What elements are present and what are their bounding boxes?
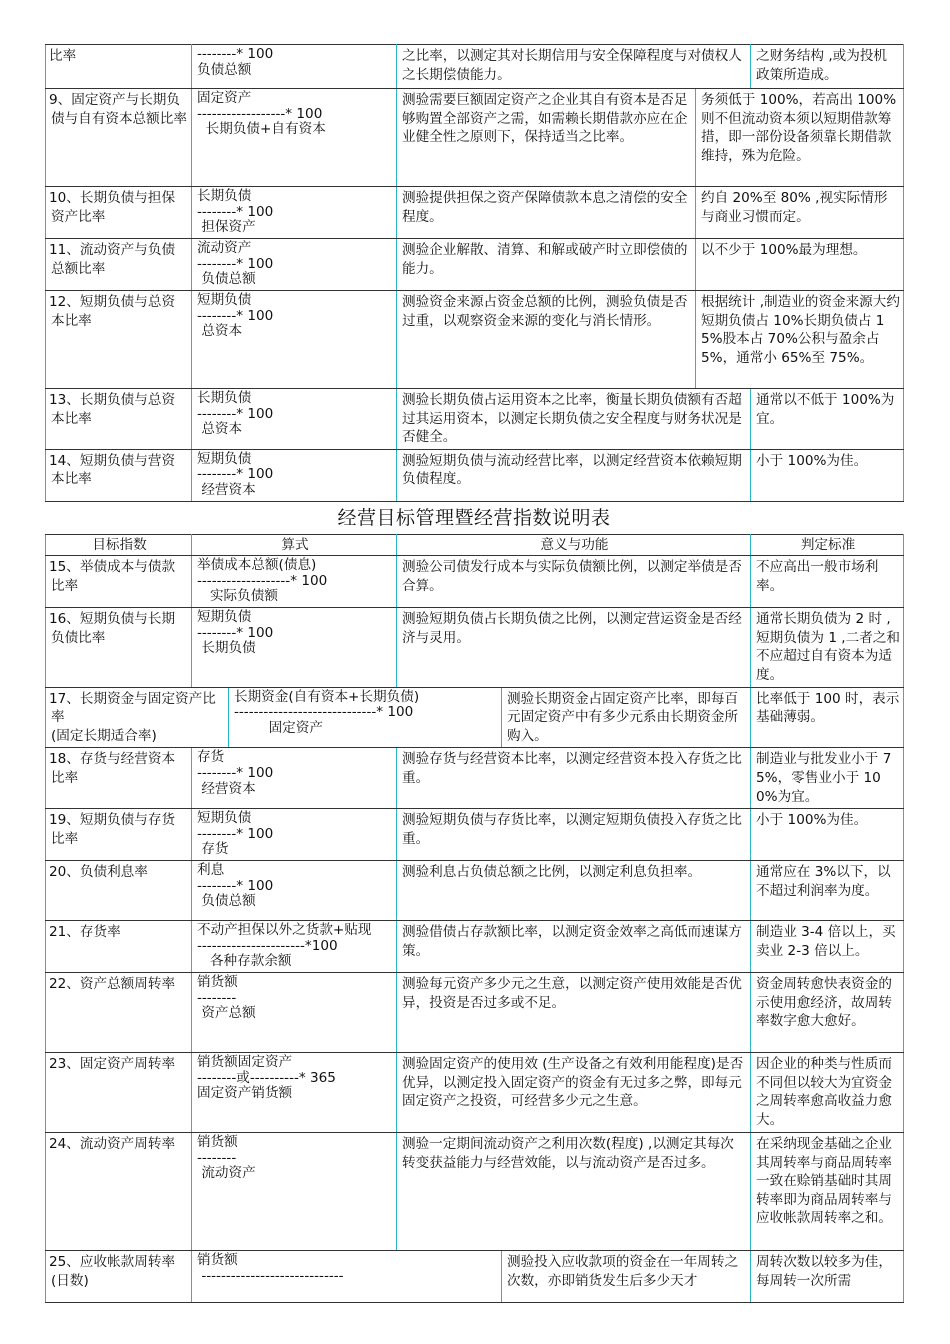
meaning-cell — [397, 45, 751, 89]
table-header-row — [46, 534, 904, 556]
meaning-cell — [397, 748, 751, 809]
standard-text: 资金周转愈快表资金的示使用愈经济，故周转率数字愈大愈好。 — [756, 976, 892, 1030]
meaning-cell — [397, 89, 696, 187]
indicator-name-cell — [46, 1251, 192, 1303]
standard-text: 通常应在 3%以下，以不超过利润率为度。 — [756, 864, 891, 899]
formula-text: 短期负债 --------* 100 存货 — [197, 810, 274, 858]
standard-text: 在采纳现金基础之企业其周转率与商品周转率一致在赊销基础时其周转率即为商品周转率与应收帐款周转率之和。 — [756, 1136, 892, 1227]
indicator-name-cell — [46, 556, 192, 608]
indicator-name-cell — [46, 187, 192, 239]
standard-cell — [696, 239, 904, 291]
meaning-text: 测验借债占存款额比率，以测定资金效率之高低而速谋方策。 — [402, 924, 742, 959]
formula-text: 流动资产 --------* 100 负债总额 — [197, 240, 274, 288]
meaning-text: 测验短期负债占长期负债之比例，以测定营运资金是否经济与灵用。 — [402, 611, 742, 646]
formula-text: 销货额 -------- 资产总额 — [197, 974, 256, 1022]
standard-text: 周转次数以较多为佳，每周转一次所需 — [756, 1254, 892, 1289]
standard-cell — [751, 1053, 904, 1133]
meaning-text: 测验利息占负债总额之比例，以测定利息负担率。 — [402, 864, 702, 881]
meaning-cell — [397, 608, 751, 687]
name-text: 22、资产总额周转率 — [49, 976, 176, 993]
indicator-name-cell — [46, 809, 192, 861]
meaning-text: 测验企业解散、清算、和解或破产时立即偿债的能力。 — [402, 242, 688, 277]
name-text: 10、长期负债与担保资产比率 — [49, 190, 176, 225]
standard-cell — [696, 89, 904, 187]
table-row — [46, 239, 904, 291]
table-row — [46, 973, 904, 1053]
formula-cell — [192, 1053, 397, 1133]
name-text: 19、短期负债与存货比率 — [49, 812, 176, 847]
name-text: 23、固定资产周转率 — [49, 1056, 176, 1073]
table-row — [46, 291, 904, 389]
indicator-name-cell — [46, 861, 192, 921]
standard-text: 约自 20%至 80% ,视实际情形与商业习惯而定。 — [701, 190, 888, 225]
name-text: 20、负债利息率 — [49, 864, 148, 881]
indicator-name-cell — [46, 1133, 192, 1251]
name-text: 15、举债成本与债款比率 — [49, 559, 176, 594]
meaning-text: 测验长期负债占运用资本之比率，衡量长期负债额有否超过其运用资本，以测定长期负债之安全程度与财务状况是否健全。 — [402, 392, 742, 446]
standard-cell — [751, 809, 904, 861]
table-row — [46, 187, 904, 239]
document-page — [45, 44, 903, 1303]
meaning-text: 之比率，以测定其对长期信用与安全保障程度与对债权人之长期偿债能力。 — [402, 48, 742, 83]
meaning-text: 测验公司债发行成本与实际负债额比例，以测定举债是否合算。 — [402, 559, 742, 594]
formula-text: 销货额固定资产 --------或----------* 365 固定资产销货额 — [197, 1054, 336, 1102]
standard-cell — [751, 921, 904, 973]
meaning-cell — [397, 1133, 751, 1251]
meaning-text: 测验需要巨额固定资产之企业其自有资本是否足够购置全部资产之需，如需赖长期借款亦应在企业健全性之原则下，保持适当之比率。 — [402, 92, 688, 146]
formula-cell — [192, 45, 397, 89]
name-text: 21、存货率 — [49, 924, 121, 941]
meaning-cell — [397, 389, 751, 450]
formula-text: 不动产担保以外之货款+贴现 ----------------------*100 各种存款余额 — [197, 922, 372, 970]
indicator-name-cell — [46, 608, 192, 687]
standard-cell — [751, 449, 904, 501]
standard-cell — [751, 861, 904, 921]
meaning-text: 测验提供担保之资产保障债款本息之清偿的安全程度。 — [402, 190, 688, 225]
formula-cell — [229, 687, 502, 748]
standard-text: 通常长期负债为 2 时 ,短期负债为 1 ,二者之和不应超过自有资本为适度。 — [756, 611, 900, 683]
standard-cell — [751, 1133, 904, 1251]
formula-text: 短期负债 --------* 100 总资本 — [197, 292, 274, 340]
formula-text: 固定资产 ------------------* 100 长期负债+自有资本 — [197, 90, 326, 138]
standard-cell — [751, 1251, 904, 1303]
meaning-text: 测验资金来源占资金总额的比例，测验负债是否过重，以观察资金来源的变化与消长情形。 — [402, 294, 688, 329]
indicator-name-cell — [46, 291, 192, 389]
table-row — [46, 608, 904, 687]
table-row — [46, 1251, 904, 1303]
formula-text: --------* 100 负债总额 — [197, 46, 274, 78]
name-text: 16、短期负债与长期负债比率 — [49, 611, 176, 646]
name-text: 9、固定资产与长期负债与自有资本总额比率 — [49, 92, 187, 127]
indicator-table-top — [45, 44, 904, 502]
name-text: 13、长期负债与总资本比率 — [49, 392, 176, 427]
name-text: 12、短期负债与总资本比率 — [49, 294, 176, 329]
formula-cell — [192, 809, 397, 861]
table-row — [46, 921, 904, 973]
formula-cell — [192, 608, 397, 687]
table-row — [46, 861, 904, 921]
standard-text: 以不少于 100%最为理想。 — [701, 242, 867, 258]
table-row — [46, 748, 904, 809]
name-text: 比率 — [49, 48, 77, 64]
meaning-cell — [397, 973, 751, 1053]
standard-text: 之财务结构 ,或为投机政策所造成。 — [756, 48, 888, 83]
standard-cell — [751, 556, 904, 608]
formula-text: 短期负债 --------* 100 经营资本 — [197, 450, 274, 498]
indicator-name-cell — [46, 89, 192, 187]
meaning-cell — [397, 861, 751, 921]
indicator-name-cell — [46, 239, 192, 291]
meaning-text: 测验存货与经营资本比率，以测定经营资本投入存货之比重。 — [402, 751, 742, 786]
standard-cell — [696, 291, 904, 389]
indicator-name-cell — [46, 449, 192, 501]
name-text: 18、存货与经营资本比率 — [49, 751, 176, 786]
formula-text: 长期资金(自有资本+长期负债) -----------------------------* 100 固定资产 — [234, 688, 420, 736]
standard-cell — [751, 973, 904, 1053]
standard-text: 小于 100%为佳。 — [756, 812, 868, 829]
table-row — [46, 389, 904, 450]
formula-text: 销货额 -------- 流动资产 — [197, 1134, 256, 1182]
standard-cell — [696, 187, 904, 239]
indicator-name-cell — [46, 1053, 192, 1133]
name-text: 17、长期资金与固定资产比率 (固定长期适合率) — [49, 690, 216, 744]
meaning-text: 测验每元资产多少元之生意，以测定资产使用效能是否优异，投资是否过多或不足。 — [402, 976, 742, 1011]
standard-cell — [751, 389, 904, 450]
standard-cell — [751, 45, 904, 89]
meaning-cell — [397, 449, 751, 501]
indicator-name-cell — [46, 748, 192, 809]
table-row — [46, 687, 904, 748]
standard-text: 因企业的种类与性质而不同但以较大为宜资金之周转率愈高收益力愈大。 — [756, 1056, 892, 1128]
meaning-text: 测验固定资产的使用效 (生产设备之有效利用能程度)是否优异，以测定投入固定资产的资金有无过多之弊，即每元固定资产之投资，可经营多少元之生意。 — [402, 1056, 744, 1110]
standard-cell — [751, 687, 904, 748]
table-row — [46, 809, 904, 861]
meaning-text: 测验短期负债与存货比率，以测定短期负债投入存货之比重。 — [402, 812, 742, 847]
formula-cell — [192, 1133, 397, 1251]
table-row — [46, 1053, 904, 1133]
formula-text: 长期负债 --------* 100 担保资产 — [197, 188, 274, 236]
indicator-table-bottom — [45, 534, 904, 1304]
formula-text: 短期负债 --------* 100 长期负债 — [197, 609, 274, 657]
formula-text: 存货 --------* 100 经营资本 — [197, 749, 274, 797]
meaning-cell — [397, 291, 696, 389]
meaning-cell — [397, 1053, 751, 1133]
name-text: 25、应收帐款周转率(日数) — [49, 1254, 176, 1289]
formula-cell — [192, 1251, 502, 1303]
indicator-name-cell — [46, 687, 229, 748]
formula-text: 举债成本总额(债息) -------------------* 100 实际负债额 — [197, 557, 328, 605]
table-row — [46, 1133, 904, 1251]
meaning-text: 测验投入应收款项的资金在一年周转之次数，亦即销货发生后多少天才 — [507, 1254, 739, 1289]
meaning-cell — [397, 556, 751, 608]
formula-text: 销货额 ----------------------------- — [197, 1252, 344, 1284]
header-name: 目标指数 — [46, 534, 192, 556]
meaning-cell — [397, 809, 751, 861]
indicator-name-cell — [46, 973, 192, 1053]
meaning-text: 测验一定期间流动资产之利用次数(程度) ,以测定其每次转变获益能力与经营效能，以与流动资产是否过多。 — [402, 1136, 734, 1171]
table-row — [46, 89, 904, 187]
header-meaning: 意义与功能 — [397, 534, 751, 556]
indicator-name-cell — [46, 921, 192, 973]
meaning-cell — [397, 921, 751, 973]
name-text: 11、流动资产与负债总额比率 — [49, 242, 176, 277]
standard-text: 制造业 3-4 倍以上，买卖业 2-3 倍以上。 — [756, 924, 896, 959]
table-row — [46, 449, 904, 501]
formula-cell — [192, 748, 397, 809]
standard-text: 制造业与批发业小于 75%，零售业小于 100%为宜。 — [756, 751, 892, 805]
indicator-name-cell — [46, 45, 192, 89]
meaning-cell — [502, 687, 751, 748]
formula-cell — [192, 556, 397, 608]
table-row — [46, 45, 904, 89]
standard-text: 比率低于 100 时，表示基础薄弱。 — [756, 690, 900, 726]
formula-cell — [192, 89, 397, 187]
formula-cell — [192, 973, 397, 1053]
meaning-cell — [397, 239, 696, 291]
standard-text: 不应高出一般市场利率。 — [756, 559, 879, 594]
standard-text: 通常以不低于 100%为宜。 — [756, 392, 895, 427]
name-text: 24、流动资产周转率 — [49, 1136, 176, 1153]
header-standard: 判定标准 — [751, 534, 904, 556]
meaning-cell — [502, 1251, 751, 1303]
standard-cell — [751, 608, 904, 687]
standard-text: 务须低于 100%，若高出 100%则不但流动资本须以短期借款筹措，即一部份设备须靠长期借款维持，殊为危险。 — [701, 92, 897, 164]
formula-text: 长期负债 --------* 100 总资本 — [197, 390, 274, 438]
formula-cell — [192, 921, 397, 973]
name-text: 14、短期负债与营资本比率 — [49, 452, 176, 488]
meaning-text: 测验长期资金占固定资产比率，即每百元固定资产中有多少元系由长期资金所购入。 — [507, 690, 739, 744]
section-title: 经营目标管理暨经营指数说明表 — [337, 506, 611, 529]
formula-cell — [192, 187, 397, 239]
header-formula: 算式 — [192, 534, 397, 556]
meaning-text: 测验短期负债与流动经营比率，以测定经营资本依赖短期负债程度。 — [402, 452, 742, 488]
formula-text: 利息 --------* 100 负债总额 — [197, 862, 274, 910]
standard-text: 根据统计 ,制造业的资金来源大约短期负债占 10%长期负债占 15%股本占 70%公积与盈余占 5%，通常小 65%至 75%。 — [701, 294, 900, 366]
formula-cell — [192, 291, 397, 389]
formula-cell — [192, 239, 397, 291]
standard-text: 小于 100%为佳。 — [756, 452, 868, 469]
table-row — [46, 556, 904, 608]
meaning-cell — [397, 187, 696, 239]
indicator-name-cell — [46, 389, 192, 450]
formula-cell — [192, 449, 397, 501]
formula-cell — [192, 861, 397, 921]
standard-cell — [751, 748, 904, 809]
formula-cell — [192, 389, 397, 450]
